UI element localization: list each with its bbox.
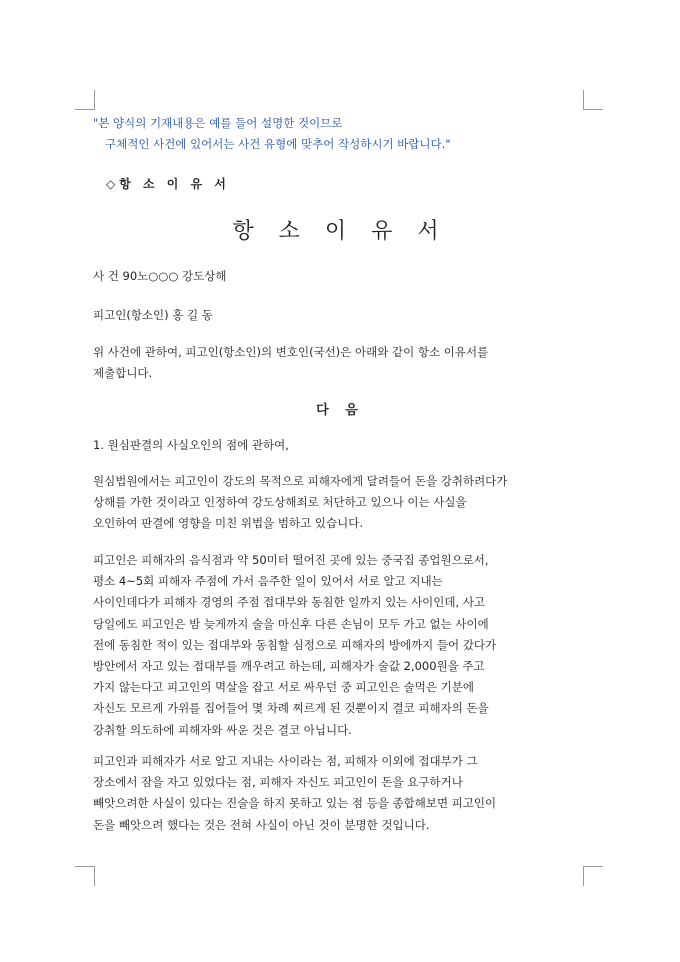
crop-mark-top-left-h xyxy=(75,109,95,110)
paragraph-2 xyxy=(93,550,593,741)
point1-heading: 1. 원심판결의 사실오인의 점에 관하여, xyxy=(93,438,289,452)
intro-line: 위 사건에 관하여, 피고인(항소인)의 변호인(국선)은 아래와 같이 항소 이유서를 xyxy=(93,345,489,359)
guidance-notice xyxy=(93,113,451,155)
section-heading: ◇항 소 이 유 서 xyxy=(106,177,230,191)
paragraph-1 xyxy=(93,471,593,535)
crop-mark-top-right-v xyxy=(583,90,584,110)
paragraph-line: 피고인은 피해자의 음식점과 약 50미터 떨어진 곳에 있는 중국집 종업원으로서, xyxy=(93,553,489,567)
paragraph-line: 빼앗으려한 사실이 있다는 진술을 하지 못하고 있는 점 등을 종합해보면 피고인이 xyxy=(93,796,497,811)
crop-mark-top-right-h xyxy=(583,109,603,110)
notice-line-1: "본 양식의 기재내용은 예를 들어 설명한 것이므로 xyxy=(93,116,343,130)
paragraph-line: 자신도 모르게 가위를 집어들어 몇 차례 찌르게 된 것뿐이지 결코 피해자의 돈을 xyxy=(93,701,489,716)
intro-paragraph xyxy=(93,342,593,384)
document-title: 항 소 이 유 서 xyxy=(232,219,448,244)
defendant-line: 피고인(항소인) 홍 길 동 xyxy=(93,308,213,322)
crop-mark-bottom-right-h xyxy=(583,866,603,867)
paragraph-line: 가지 않는다고 피고인의 멱살을 잡고 서로 싸우던 중 피고인은 술먹은 기분에 xyxy=(93,680,474,695)
paragraph-line: 강취할 의도하에 피해자와 싸운 것은 결코 아닙니다. xyxy=(93,722,352,737)
crop-mark-top-left-v xyxy=(94,90,95,110)
paragraph-line: 원심법원에서는 피고인이 강도의 목적으로 피해자에게 달려들어 돈을 강취하려다가 xyxy=(93,474,508,488)
paragraph-line: 장소에서 잠을 자고 있었다는 점, 피해자 자신도 피고인이 돈을 요구하거나 xyxy=(93,775,463,790)
paragraph-line: 상해를 가한 것이라고 인정하여 강도상해죄로 처단하고 있으나 이는 사실을 xyxy=(93,495,467,510)
crop-mark-bottom-left-h xyxy=(75,866,95,867)
case-line: 사 건 90노○○○ 강도상해 xyxy=(93,269,227,283)
paragraph-line: 전에 동침한 적이 있는 접대부와 동침할 심정으로 피해자의 방에까지 들어 갔다가 xyxy=(93,637,497,652)
crop-mark-bottom-left-v xyxy=(94,866,95,886)
next-heading: 다 음 xyxy=(316,403,364,418)
paragraph-line: 방안에서 자고 있는 접대부를 깨우려고 하는데, 피해자가 술값 2,000원을 주고 xyxy=(93,659,485,674)
paragraph-line: 평소 4~5회 피해자 주점에 가서 음주한 일이 있어서 서로 알고 지내는 xyxy=(93,574,443,589)
notice-line-2: 구체적인 사건에 있어서는 사건 유형에 맞추어 작성하시기 바랍니다." xyxy=(105,137,451,151)
paragraph-line: 사이인데다가 피해자 경영의 주점 접대부와 동침한 일까지 있는 사이인데, 사고 xyxy=(93,595,486,610)
paragraph-line: 당일에도 피고인은 밤 늦게까지 술을 마신후 다른 손님이 모두 가고 없는 사이에 xyxy=(93,616,489,631)
paragraph-line: 오인하여 판결에 영향을 미친 위법을 범하고 있습니다. xyxy=(93,516,363,531)
intro-line: 제출합니다. xyxy=(93,366,153,381)
paragraph-line: 피고인과 피해자가 서로 알고 지내는 사이라는 점, 피해자 이외에 접대부가 그 xyxy=(93,754,478,768)
paragraph-line: 돈을 빼앗으려 했다는 것은 전혀 사실이 아닌 것이 분명한 것입니다. xyxy=(93,817,430,832)
paragraph-3 xyxy=(93,751,593,836)
crop-mark-bottom-right-v xyxy=(583,866,584,886)
